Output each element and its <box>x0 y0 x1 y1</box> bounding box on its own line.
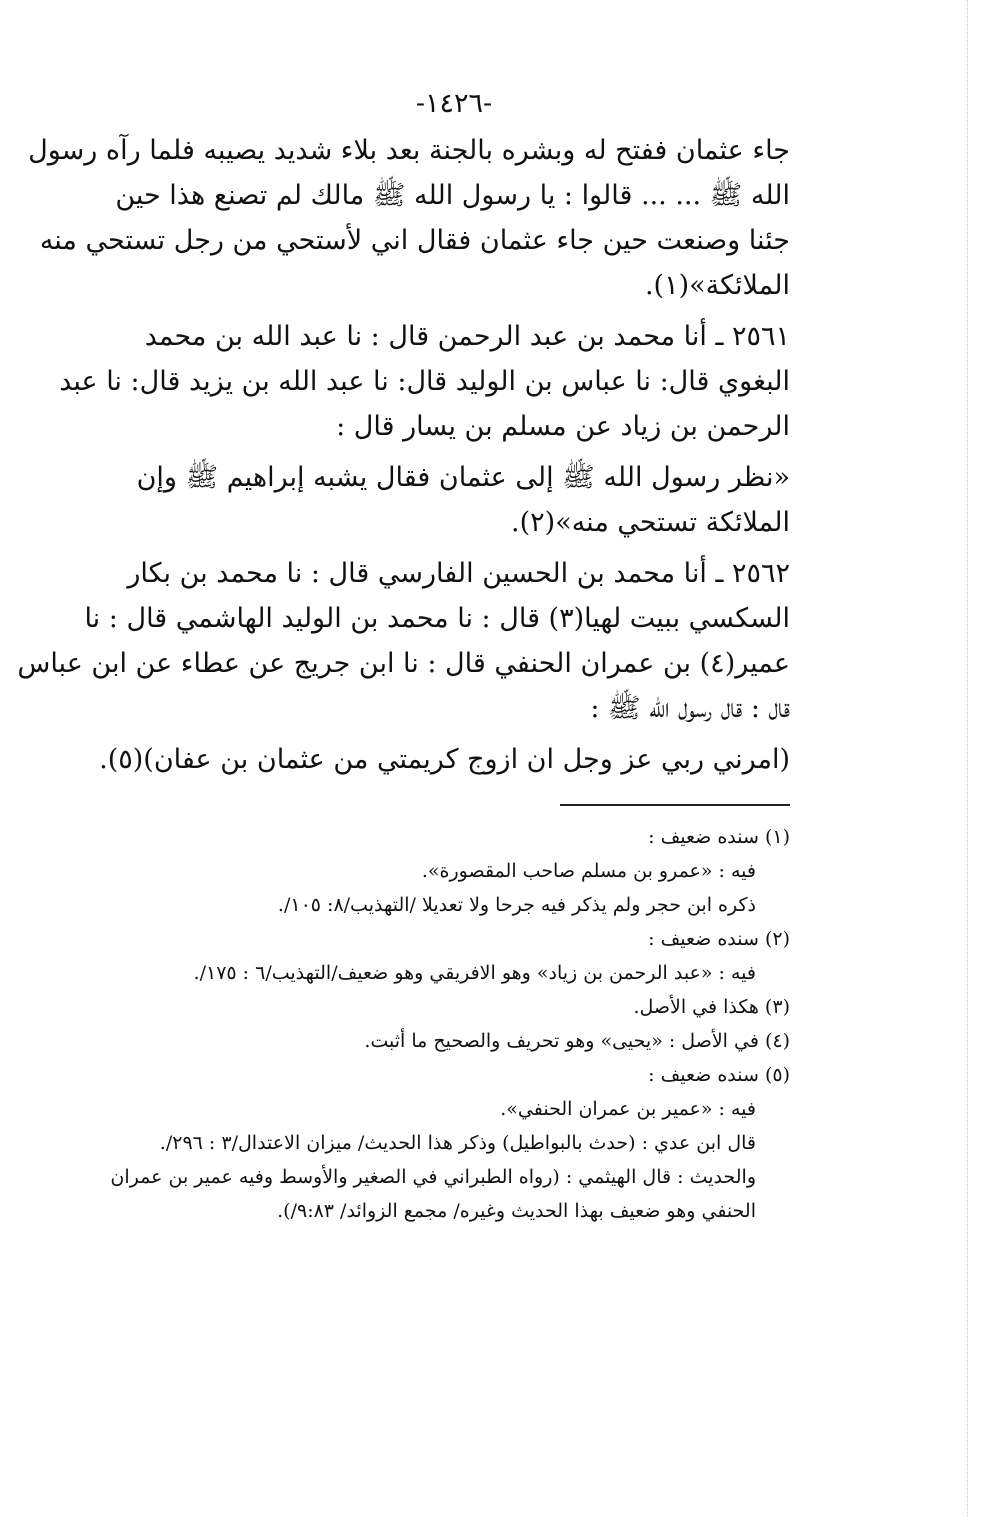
text-line: الله ﷺ ... ... قالوا : يا رسول الله ﷺ مالك لم تصنع هذا حين <box>115 180 790 211</box>
footnote-line: (١) سنده ضعيف : <box>648 826 790 848</box>
text-line: «نظر رسول الله ﷺ إلى عثمان فقال يشبه إبراهيم ﷺ وإن <box>136 462 790 493</box>
text-line: (امرني ربي عز وجل ان ازوج كريمتي من عثمان بن عفان)(٥). <box>99 744 790 775</box>
text-line: ٢٥٦١ ـ أنا محمد بن عبد الرحمن قال : نا عبد الله بن محمد <box>144 321 790 352</box>
footnote-line: (٥) سنده ضعيف : <box>648 1064 790 1086</box>
footnote-line: (٢) سنده ضعيف : <box>648 928 790 950</box>
page-number: -١٤٢٦- <box>415 88 493 119</box>
footnote-line: فيه : «عمرو بن مسلم صاحب المقصورة». <box>421 860 756 882</box>
text-line: عمير(٤) بن عمران الحنفي قال : نا ابن جريج عن عطاء عن ابن عباس <box>17 648 790 679</box>
footnote-line: (٣) هكذا في الأصل. <box>633 996 790 1018</box>
text-line: البغوي قال: نا عباس بن الوليد قال: نا عبد الله بن يزيد قال: نا عبد <box>59 366 790 397</box>
paragraph-hadith-2562 <box>99 737 790 782</box>
footnotes <box>110 820 790 1228</box>
footnote-line: والحديث : قال الهيثمي : (رواه الطبراني في الصغير والأوسط وفيه عمير بن عمران <box>110 1166 756 1188</box>
text-line: ٢٥٦٢ ـ أنا محمد بن الحسين الفارسي قال : نا محمد بن بكار <box>127 558 790 589</box>
text-line: قال : قال رسول الله ﷺ : <box>590 693 790 724</box>
paragraph-isnad-2561 <box>59 314 790 449</box>
footnote-line: الحنفي وهو ضعيف بهذا الحديث وغيره/ مجمع الزوائد/ ٩:٨٣/). <box>277 1200 756 1222</box>
footnote-line: ذكره ابن حجر ولم يذكر فيه جرحا ولا تعديلا /التهذيب/٨: ١٠٥/. <box>277 894 756 916</box>
text-line: الرحمن بن زياد عن مسلم بن يسار قال : <box>336 411 790 442</box>
text-line: السكسي ببيت لهيا(٣) قال : نا محمد بن الوليد الهاشمي قال : نا <box>84 603 790 634</box>
footnote-line: فيه : «عبد الرحمن بن زياد» وهو الافريقي وهو ضعيف/التهذيب/٦ : ١٧٥/. <box>193 962 756 984</box>
text-line: الملائكة»(١). <box>644 270 790 301</box>
paragraph-hadith-2561 <box>118 455 790 545</box>
book-page <box>17 84 790 1228</box>
paragraph-isnad-2562 <box>17 551 790 731</box>
footnote-divider <box>560 804 790 806</box>
text-line: جاء عثمان ففتح له وبشره بالجنة بعد بلاء شديد يصيبه فلما رآه رسول <box>28 135 790 166</box>
footnote-line: (٤) في الأصل : «يحيى» وهو تحريف والصحيح ما أثبت. <box>364 1030 790 1052</box>
text-line: الملائكة تستحي منه»(٢). <box>511 507 790 538</box>
text-line: جئنا وصنعت حين جاء عثمان فقال اني لأستحي من رجل تستحي منه <box>39 225 790 256</box>
paragraph-hadith-continuation <box>28 128 790 308</box>
footnote-line: قال ابن عدي : (حدث بالبواطيل) وذكر هذا الحديث/ ميزان الاعتدال/٣ : ٢٩٦/. <box>159 1132 756 1154</box>
footnote-line: فيه : «عمير بن عمران الحنفي». <box>500 1098 756 1120</box>
page-edge-line <box>967 0 968 1517</box>
